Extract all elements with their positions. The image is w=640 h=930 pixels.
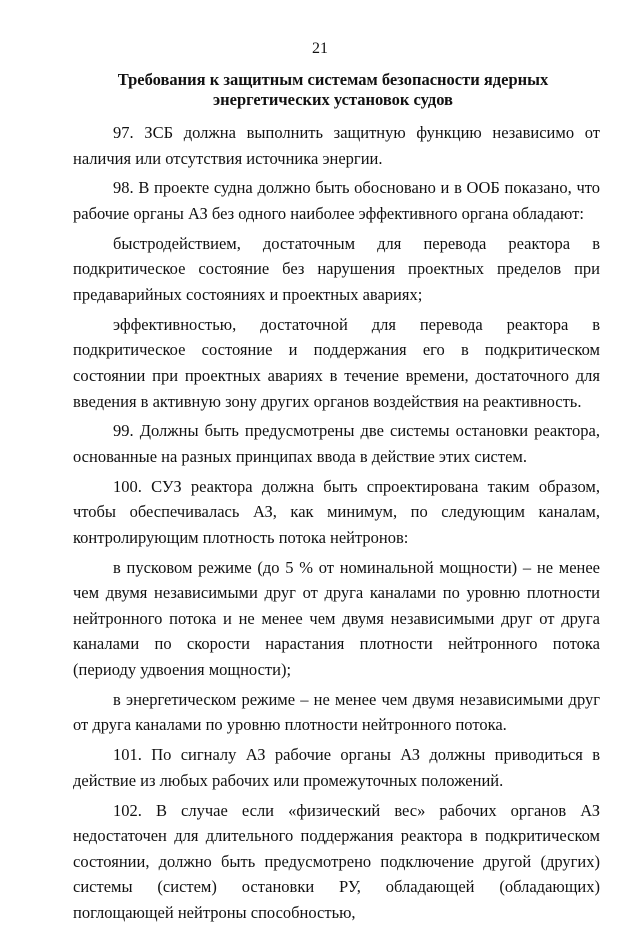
paragraph-100-item-power: в энергетическом режиме – не менее чем двумя независимыми друг от друга каналами по уровню плотности нейтронного потока. (73, 689, 600, 735)
paragraph-98-item-speed: быстродействием, достаточным для перевода реактора в подкритическое состояние без нарушения проектных пределов при предаварийных состояниях и проектных авариях; (73, 233, 600, 304)
paragraph-102: 102. В случае если «физический вес» рабочих органов АЗ недостаточен для длительного поддержания реактора в подкритическом состоянии, должно быть предусмотрено подключение другой (других) системы (систем) остановки РУ, обладающей (обладающих) поглощающей нейтроны способностью, (73, 800, 600, 922)
paragraph-98: 98. В проекте судна должно быть обосновано и в ООБ показано, что рабочие органы АЗ без одного наиболее эффективного органа обладают: (73, 178, 600, 223)
paragraph-99: 99. Должны быть предусмотрены две системы остановки реактора, основанные на разных принципах ввода в действие этих систем. (73, 421, 600, 466)
paragraph-100: 100. СУЗ реактора должна быть спроектирована таким образом, чтобы обеспечивалась АЗ, как минимум, по следующим каналам, контролирующим плотность потока нейтронов: (73, 476, 600, 547)
page-number: 21 (312, 40, 328, 57)
body-text (73, 120, 600, 930)
paragraph-98-item-efficiency: эффективностью, достаточной для перевода реактора в подкритическое состояние и поддержания его в подкритическом состоянии при проектных авариях в течение времени, достаточного для введения в активную зону других органов воздействия на реактивность. (73, 314, 600, 411)
paragraph-97: 97. ЗСБ должна выполнить защитную функцию независимо от наличия или отсутствия источника энергии. (73, 123, 600, 168)
paragraph-101: 101. По сигналу АЗ рабочие органы АЗ должны приводиться в действие из любых рабочих или промежуточных положений. (73, 745, 600, 790)
section-title: Требования к защитным системам безопасности ядерных энергетических установок судов (117, 70, 549, 109)
paragraph-100-item-startup: в пусковом режиме (до 5 % от номинальной мощности) – не менее чем двумя независимыми друг от друга каналами по уровню плотности нейтронного потока и не менее чем двумя независимыми друг от друга каналами по скорости нарастания плотности нейтронного потока (периоду удвоения мощности); (73, 557, 600, 679)
